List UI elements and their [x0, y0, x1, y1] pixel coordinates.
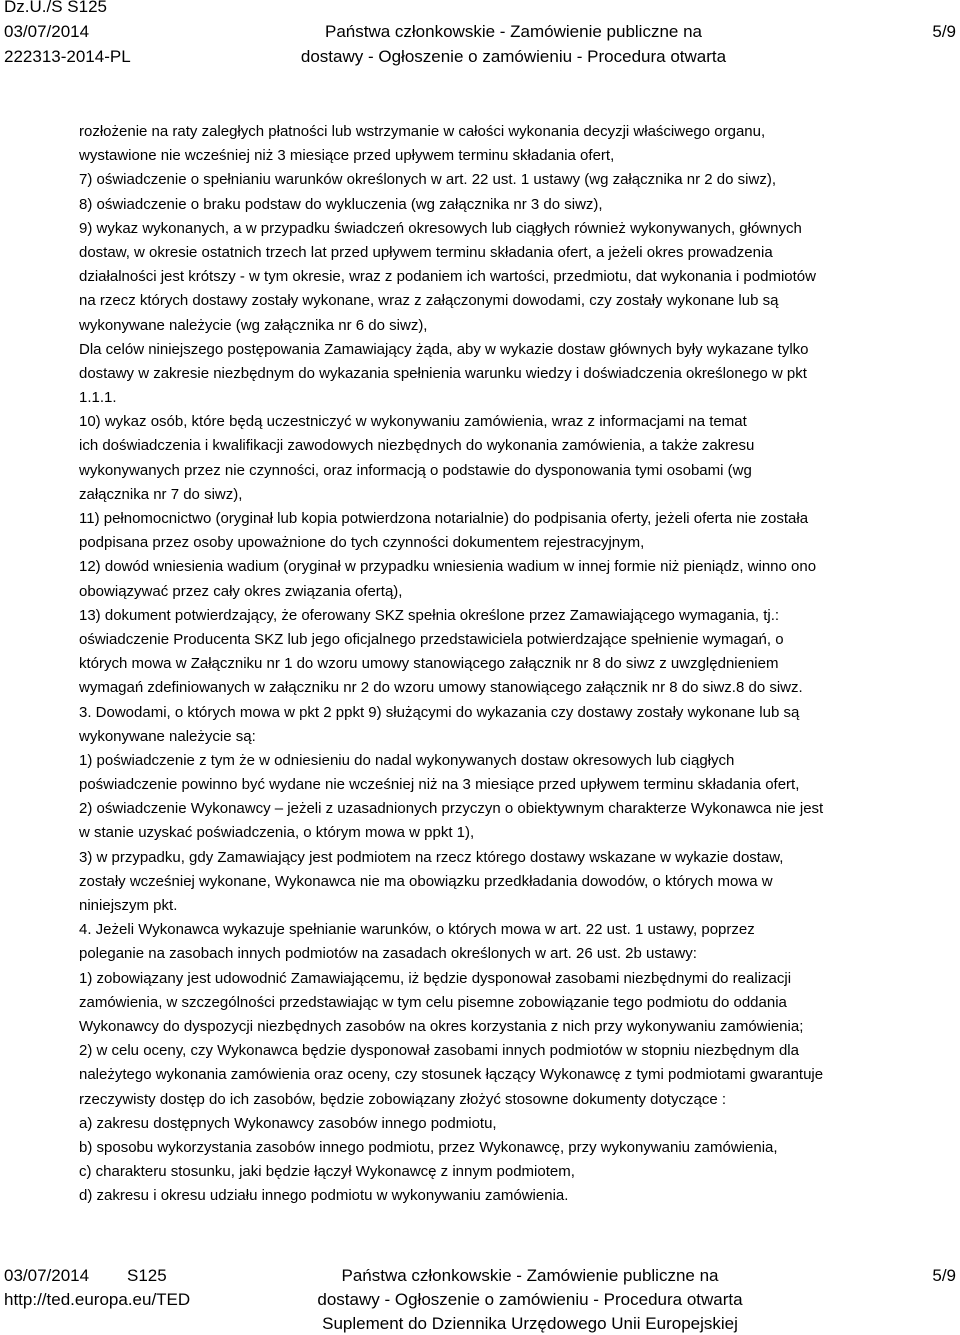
body-line: 9) wykaz wykonanych, a w przypadku świadczeń okresowych lub ciągłych również wykonywanych, głównych: [79, 219, 802, 237]
header-page-number: 5/9: [932, 22, 956, 41]
body-line: Wykonawcy do dyspozycji niezbędnych zasobów na okres korzystania z nich przy wykonywaniu zamówienia;: [79, 1017, 804, 1035]
body-line: wykonywane należycie są:: [79, 727, 256, 745]
body-line: 11) pełnomocnictwo (oryginał lub kopia potwierdzona notarialnie) do podpisania oferty, jeżeli oferta nie została: [79, 510, 809, 527]
body-line: działalności jest krótszy - w tym okresie, wraz z podaniem ich wartości, przedmiotu, dat wykonania i podmiotów: [79, 268, 816, 286]
header-title-line1: Państwa członkowskie - Zamówienie publiczne na: [324, 22, 702, 41]
document-body: [79, 120, 959, 1208]
footer-title-line1: Państwa członkowskie - Zamówienie publiczne na: [341, 1266, 719, 1285]
body-line: 3. Dowodami, o których mowa w pkt 2 ppkt 9) służącymi do wykazania czy dostawy zostały wykonane lub są: [79, 703, 800, 721]
body-line: wymagań zdefiniowanych w załączniku nr 2 do wzoru umowy stanowiącego załącznik nr 8 do siwz.8 do siwz.: [79, 679, 803, 697]
body-line: 2) w celu oceny, czy Wykonawca będzie dysponował zasobami innych podmiotów w stopniu niezbędnym dla: [79, 1042, 799, 1060]
body-line: w stanie uzyskać poświadczenia, o którym mowa w ppkt 1),: [79, 824, 475, 842]
body-line: podpisana przez osoby upoważnione do tych czynności dokumentem rejestracyjnym,: [79, 534, 645, 552]
footer-title-line2: dostawy - Ogłoszenie o zamówieniu - Procedura otwarta: [317, 1290, 743, 1309]
body-line: obowiązywać przez cały okres związania ofertą),: [79, 582, 403, 600]
body-line: 8) oświadczenie o braku podstaw do wykluczenia (wg załącznika nr 3 do siwz),: [79, 195, 603, 213]
body-line: 10) wykaz osób, które będą uczestniczyć w wykonywaniu zamówienia, wraz z informacjami na temat: [79, 413, 747, 431]
header-journal: Dz.U./S S125: [4, 0, 107, 16]
body-line: których mowa w Załączniku nr 1 do wzoru umowy stanowiącego załącznik nr 8 do siwz z uwzględnieniem: [79, 655, 779, 673]
footer-issue: S125: [127, 1266, 167, 1285]
header-date: 03/07/2014: [4, 22, 90, 41]
body-line: 2) oświadczenie Wykonawcy – jeżeli z uzasadnionych przyczyn o obiektywnym charakterze Wykonawca nie jest: [79, 800, 824, 818]
body-line: wystawione nie wcześniej niż 3 miesiące przed upływem terminu składania ofert,: [79, 147, 615, 165]
body-line: 3) w przypadku, gdy Zamawiający jest podmiotem na rzecz którego dostawy wskazane w wykazie dostaw,: [79, 848, 784, 866]
body-line: dostawy w zakresie niezbędnym do wykazania spełnienia warunku wiedzy i doświadczenia określonego w pkt: [79, 364, 807, 382]
body-line: 7) oświadczenie o spełnianiu warunków określonych w art. 22 ust. 1 ustawy (wg załącznika nr 2 do siwz),: [79, 171, 776, 189]
body-line: c) charakteru stosunku, jaki będzie łączył Wykonawcę z innym podmiotem,: [79, 1163, 575, 1181]
body-line: wykonywanych przez nie czynności, oraz informacją o podstawie do dysponowania tymi osobami (wg: [79, 461, 752, 479]
footer-page-number: 5/9: [932, 1266, 956, 1285]
header-title-line2: dostawy - Ogłoszenie o zamówieniu - Procedura otwarta: [300, 47, 727, 66]
footer-date: 03/07/2014: [4, 1266, 90, 1285]
body-line: d) zakresu i okresu udziału innego podmiotu w wykonywaniu zamówienia.: [79, 1187, 569, 1205]
body-line: załącznika nr 7 do siwz),: [79, 485, 243, 503]
body-line: Dla celów niniejszego postępowania Zamawiający żąda, aby w wykazie dostaw głównych były wykazane tylko: [79, 340, 809, 358]
body-line: zamówienia, w szczególności przedstawiając w tym celu pisemne zobowiązanie tego podmiotu do oddania: [79, 993, 787, 1011]
header-doc-id: 222313-2014-PL: [4, 47, 131, 66]
body-line: 1.1.1.: [79, 389, 117, 407]
body-line: oświadczenie Producenta SKZ lub jego oficjalnego przedstawiciela potwierdzające spełnienie wymagań, o: [79, 630, 784, 648]
body-line: 4. Jeżeli Wykonawca wykazuje spełnianie warunków, o których mowa w art. 22 ust. 1 ustawy, poprzez: [79, 921, 755, 939]
footer-title-line3: Suplement do Dziennika Urzędowego Unii Europejskiej: [322, 1314, 738, 1333]
body-line: a) zakresu dostępnych Wykonawcy zasobów innego podmiotu,: [79, 1114, 497, 1132]
body-line: ich doświadczenia i kwalifikacji zawodowych niezbędnych do wykonania zamówienia, a także zakresu: [79, 437, 755, 455]
body-line: b) sposobu wykorzystania zasobów innego podmiotu, przez Wykonawcę, przy wykonywaniu zamówienia,: [79, 1138, 778, 1156]
body-line: 12) dowód wniesienia wadium (oryginał w przypadku wniesienia wadium w innej formie niż pieniądz, winno ono: [79, 558, 817, 576]
body-line: rozłożenie na raty zaległych płatności lub wstrzymanie w całości wykonania decyzji właściwego organu,: [79, 123, 766, 140]
body-line: niniejszym pkt.: [79, 897, 178, 914]
body-line: poświadczenie powinno być wydane nie wcześniej niż na 3 miesiące przed upływem terminu składania ofert,: [79, 776, 800, 794]
body-line: na rzecz których dostawy zostały wykonane, wraz z załączonymi dowodami, czy zostały wykonane lub są: [79, 292, 779, 310]
footer-url: http://ted.europa.eu/TED: [4, 1290, 191, 1309]
body-line: dostaw, w okresie ostatnich trzech lat przed upływem terminu składania ofert, a jeżeli okres prowadzenia: [79, 243, 773, 261]
body-line: 13) dokument potwierdzający, że oferowany SKZ spełnia określone przez Zamawiającego wymagania, tj.:: [79, 606, 780, 624]
body-line: należytego wykonania zamówienia oraz oceny, czy stosunek łączący Wykonawcę z tymi podmiotami gwarantuje: [79, 1066, 824, 1084]
body-line: poleganie na zasobach innych podmiotów na zasadach określonych w art. 26 ust. 2b ustawy:: [79, 945, 697, 963]
body-line: 1) zobowiązany jest udowodnić Zamawiającemu, iż będzie dysponował zasobami niezbędnymi do realizacji: [79, 969, 792, 987]
body-line: 1) poświadczenie z tym że w odniesieniu do nadal wykonywanych dostaw okresowych lub ciągłych: [79, 751, 735, 769]
body-line: rzeczywisty dostęp do ich zasobów, będzie zobowiązany złożyć stosowne dokumenty dotyczące :: [79, 1090, 726, 1108]
body-line: zostały wcześniej wykonane, Wykonawca nie ma obowiązku przedkładania dowodów, o których mowa w: [79, 872, 773, 890]
body-line: wykonywane należycie (wg załącznika nr 6 do siwz),: [79, 316, 428, 334]
